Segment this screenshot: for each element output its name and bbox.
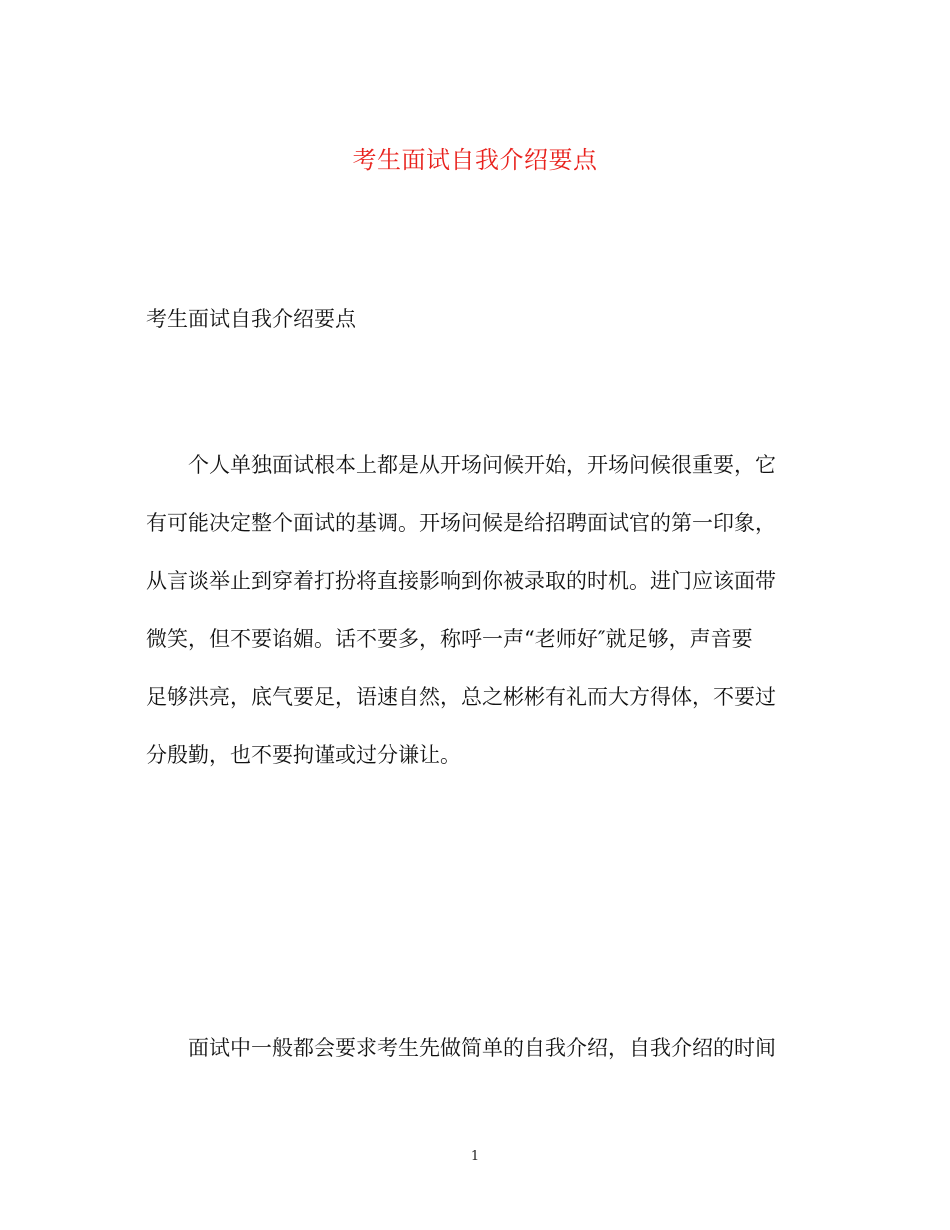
paragraph-line: 个人单独面试根本上都是从开场问候开始，开场问候很重要，它 (188, 453, 776, 477)
paragraph-line: 面试中一般都会要求考生先做简单的自我介绍，自我介绍的时间 (188, 1036, 776, 1060)
paragraph-line: 微笑，但不要谄媚。话不要多，称呼一声“老师好″就足够，声音要 (146, 627, 753, 651)
paragraph-line: 足够洪亮，底气要足，语速自然，总之彬彬有礼而大方得体，不要过 (146, 685, 776, 709)
document-subtitle: 考生面试自我介绍要点 (146, 307, 356, 331)
paragraph-self-introduction (146, 1032, 801, 1090)
paragraph-line: 从言谈举止到穿着打扮将直接影响到你被录取的时机。进门应该面带 (146, 569, 776, 593)
paragraph-line: 分殷勤，也不要拘谨或过分谦让。 (146, 743, 461, 767)
page-number: 1 (470, 1149, 480, 1164)
paragraph-opening-greeting (146, 449, 801, 797)
paragraph-line: 有可能决定整个面试的基调。开场问候是给招聘面试官的第一印象， (146, 511, 776, 535)
document-title: 考生面试自我介绍要点 (352, 146, 598, 174)
